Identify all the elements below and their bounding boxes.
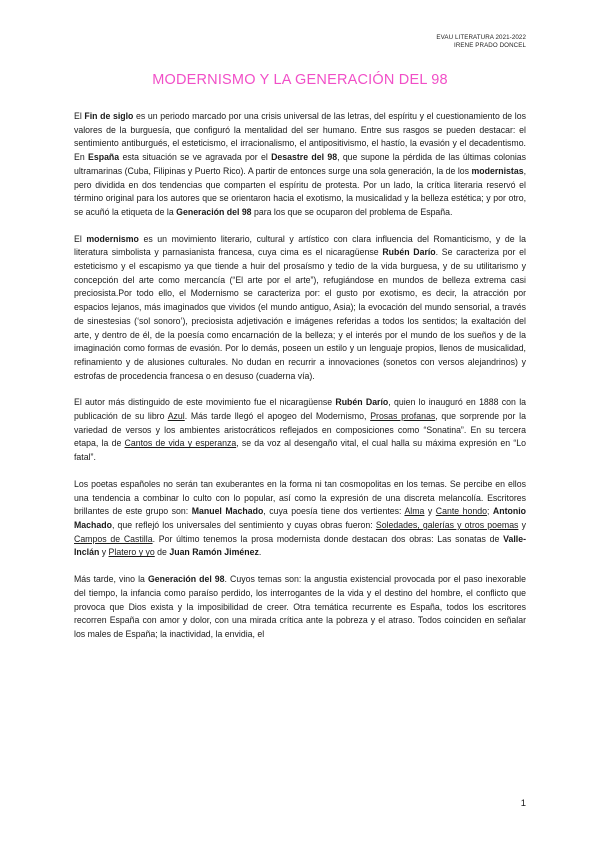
work-title: Azul <box>167 411 185 422</box>
bold-term: Valle-Inclán <box>74 533 526 558</box>
work-title: Prosas profanas <box>370 411 436 422</box>
header-course: EVAU LITERATURA 2021-2022 <box>436 34 526 41</box>
header-author: IRENE PRADO DONCEL <box>454 42 526 49</box>
bold-term: Rubén Darío <box>382 247 436 258</box>
paragraph-ruben-dario: El autor más distinguido de este movimiento fue el nicaragüense Rubén Darío, quien lo inauguró en 1888 con la publicación de su libro Azul. Más tarde llegó el apogeo del Modernismo, Prosas profanas, que sorprende por la variedad de versos y los ambientes aristocráticos reflejados en composiciones como “Sonatina”. En su tercera etapa, la de Cantos de vida y esperanza, se da voz al desengaño vital, el cual halla su máxima expresión en “Lo fatal”. <box>74 397 527 463</box>
bold-term: Juan Ramón Jiménez <box>169 547 259 558</box>
bold-term: modernismo <box>86 233 139 244</box>
bold-term: Rubén Darío <box>335 397 389 408</box>
bold-term: Fin de siglo <box>84 111 134 121</box>
paragraph-modernismo: El modernismo es un movimiento literario, cultural y artístico con clara influencia del Romanticismo, y de la literatura simbolista y parnasianista francesa, cuya cima es el nicaragüense Rubén Darío. Se caracteriza por el esteticismo y el escapismo ya que tiende a huir del prosaísmo y tedio de la vida burguesa, y de su utilitarismo y concepción del arte como mercancía (“El arte por el arte”), refugiándose en mundos de belleza extrema casi preciosista.Por todo ello, el Modernismo se caracteriza por: el gusto por exotismo, es decir, la atracción por espacios lejanos, más imaginados que vividos (el mundo antiguo, Asia); la evocación del mundo sensorial, a través de sinestesias (‘sol sonoro’), preciosista adjetivación e imágenes referidas a todos los sentidos; la exaltación del arte, y dentro de él, de la poesía como encarnación de la belleza; y el interés por el mundo de los sueños y de la imaginación como formas de evasión. Por lo demás, poseen un estilo y un lenguaje propios, llenos de musicalidad, refinamiento y de alusiones culturales. No dudan en recurrir a innovaciones (sonetos con versos alejandrinos) y estrofas de procedencia francesa o en desuso (cuaderna vía). <box>74 233 526 381</box>
bold-term: modernistas <box>471 165 524 176</box>
bold-term: Generación del 98 <box>147 574 225 585</box>
page-number: 1 <box>520 798 526 809</box>
document-title: MODERNISMO Y LA GENERACIÓN DEL 98 <box>152 72 448 88</box>
bold-term: España <box>88 152 120 163</box>
bold-term: Antonio Machado <box>74 506 526 530</box>
document-body <box>74 110 526 655</box>
bold-term: Generación del 98 <box>176 206 252 217</box>
work-title: Soledades, galerías y otros poemas <box>375 519 519 530</box>
paragraph-fin-de-siglo: El Fin de siglo es un periodo marcado por una crisis universal de las letras, del espíritu y el cuestionamiento de los valores de la burguesía, que configuró la mentalidad del ser humano. Entre sus rasgos se pueden destacar: el sentimiento antiburgués, el esteticismo, el irracionalismo, el antipositivismo, el hastío, la evasión y el decadentismo. En España esta situación se ve agravada por el Desastre del 98, que supone la pérdida de las últimas colonias ultramarinas (Cuba, Filipinas y Puerto Rico). A partir de entonces surge una sola generación, la de los modernistas, pero dividida en dos tendencias que comparten el espíritu de protesta. Por un lado, la crítica literaria reservó el término original para los autores que se orientaron hacia el exotismo, la musicalidad y la belleza estética; y por otro, se acuñó la etiqueta de la Generación del 98 para los que se ocuparon del problema de España. <box>74 111 527 217</box>
work-title: Campos de Castilla <box>74 533 153 544</box>
bold-term: Manuel Machado <box>191 506 264 517</box>
bold-term: Desastre del 98 <box>271 152 338 163</box>
work-title: Cantos de vida y esperanza <box>124 438 237 449</box>
work-title: Platero y yo <box>108 547 155 558</box>
work-title: Alma <box>404 506 425 517</box>
paragraph-poetas-espanoles: Los poetas españoles no serán tan exuberantes en la forma ni tan cosmopolitas en los temas. Se percibe en ellos una tendencia a combinar lo culto con lo popular, así como la expresión de una discreta melancolía. Escritores brillantes de este grupo son: Manuel Machado, cuya poesía tiene dos vertientes: Alma y Cante hondo; Antonio Machado, que reflejó los universales del sentimiento y cuyas obras fueron: Soledades, galerías y otros poemas y Campos de Castilla. Por último tenemos la prosa modernista donde destacan dos obras: Las sonatas de Valle-Inclán y Platero y yo de Juan Ramón Jiménez. <box>74 478 526 558</box>
paragraph-generacion-98: Más tarde, vino la Generación del 98. Cuyos temas son: la angustia existencial provocada por el paso inexorable del tiempo, la infancia como paraíso perdido, los interrogantes de la vida y el destino del hombre, el conflicto que provoca que Dios exista y la imposibilidad de creer. Otra temática recurrente es España, todos los escritores recorren España con amor y dolor, con una mirada crítica ante la pobreza y el atraso. Todos coinciden en señalar los males de España; la inactividad, la envidia, el <box>74 574 526 639</box>
work-title: Cante hondo <box>435 506 487 517</box>
page-header <box>436 34 526 50</box>
